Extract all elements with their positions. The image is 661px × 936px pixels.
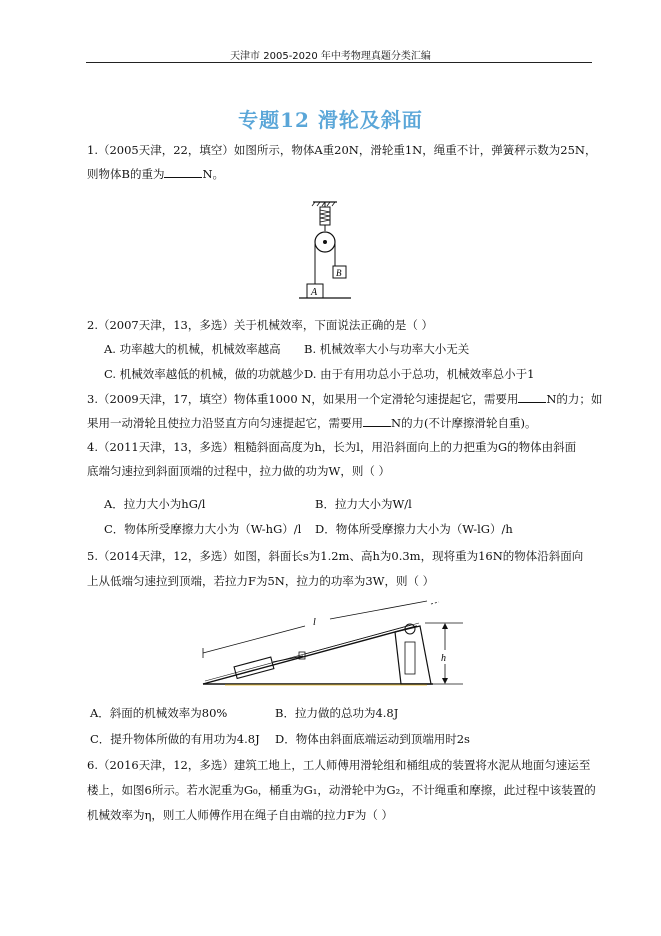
q6-line1: 6.（2016天津，12，多选）建筑工地上，工人师傅用滑轮组和桶组成的装置将水泥从地面匀速运至 <box>87 758 591 772</box>
q4-option-b: B．拉力大小为W/l <box>315 497 412 511</box>
q3-answer-blank-2 <box>363 414 391 427</box>
pulley-figure <box>295 200 355 302</box>
q5-option-a: A．斜面的机械效率为80% <box>90 706 228 720</box>
q3-line2-start: 果用一动滑轮且使拉力沿竖直方向匀速提起它，需要用 <box>87 416 363 430</box>
q2-option-d: D. 由于有用功总小于总功，机械效率总小于1 <box>304 367 535 381</box>
q5-line2: 上从低端匀速拉到顶端，若拉力F为5N，拉力的功率为3W，则（ ） <box>87 574 435 588</box>
q3-line2-end: N的力(不计摩擦滑轮自重)。 <box>391 416 537 430</box>
q5-option-c: C．提升物体所做的有用功为4.8J <box>90 732 260 746</box>
q4-option-a: A．拉力大小为hG/l <box>104 497 206 511</box>
q4-line2: 底端匀速拉到斜面顶端的过程中，拉力做的功为W，则（ ） <box>87 464 390 478</box>
q5-option-d: D．物体由斜面底端运动到顶端用时2s <box>275 732 470 746</box>
fig-label-h: h <box>441 653 446 664</box>
q3-line1-end: N的力；如 <box>546 392 603 406</box>
q3-line2 <box>87 414 537 431</box>
q1-answer-blank <box>164 165 202 178</box>
q6-line3: 机械效率为η，则工人师傅作用在绳子自由端的拉力F为（ ） <box>87 808 394 822</box>
q1-line2-end: N。 <box>202 167 225 181</box>
q1-line1: 1.（2005天津，22，填空）如图所示，物体A重20N，滑轮重1N，绳重不计，弹簧秤示数为25N， <box>87 143 597 157</box>
q3-answer-blank-1 <box>518 390 546 403</box>
q3-line1 <box>87 390 602 407</box>
q5-option-b: B．拉力做的总功为4.8J <box>275 706 399 720</box>
header-rule <box>86 62 592 63</box>
q2-option-b: B. 机械效率大小与功率大小无关 <box>304 342 470 356</box>
q2-stem: 2.（2007天津，13，多选）关于机械效率，下面说法正确的是（ ） <box>87 318 434 332</box>
incline-figure <box>195 598 480 692</box>
fig-label-l: l <box>313 617 316 628</box>
fig-label-a: A <box>311 287 318 298</box>
q3-line1-start: 3.（2009天津，17，填空）物体重1000 N，如果用一个定滑轮匀速提起它，需要用 <box>87 392 519 406</box>
q1-line2 <box>87 165 224 182</box>
page-title: 专题12 滑轮及斜面 <box>238 108 423 132</box>
q1-line2-start: 则物体B的重为 <box>87 167 165 181</box>
q4-line1: 4.（2011天津，13，多选）粗糙斜面高度为h，长为l，用沿斜面向上的力把重为G的物体由斜面 <box>87 440 577 454</box>
q2-option-a: A. 功率越大的机械，机械效率越高 <box>104 342 281 356</box>
q6-line2: 楼上，如图6所示。若水泥重为G₀，桶重为G₁，动滑轮中为G₂，不计绳重和摩擦，此过程中该装置的 <box>87 783 596 797</box>
q5-line1: 5.（2014天津，12，多选）如图，斜面长s为1.2m、高h为0.3m，现将重为16N的物体沿斜面向 <box>87 549 584 563</box>
q4-option-d: D．物体所受摩擦力大小为（W-lG）/h <box>315 522 513 536</box>
page-header: 天津市 2005-2020 年中考物理真题分类汇编 <box>230 51 431 62</box>
q4-option-c: C．物体所受摩擦力大小为（W-hG）/l <box>104 522 302 536</box>
fig-label-b: B <box>336 268 342 278</box>
q2-option-c: C. 机械效率越低的机械，做的功就越少 <box>104 367 304 381</box>
